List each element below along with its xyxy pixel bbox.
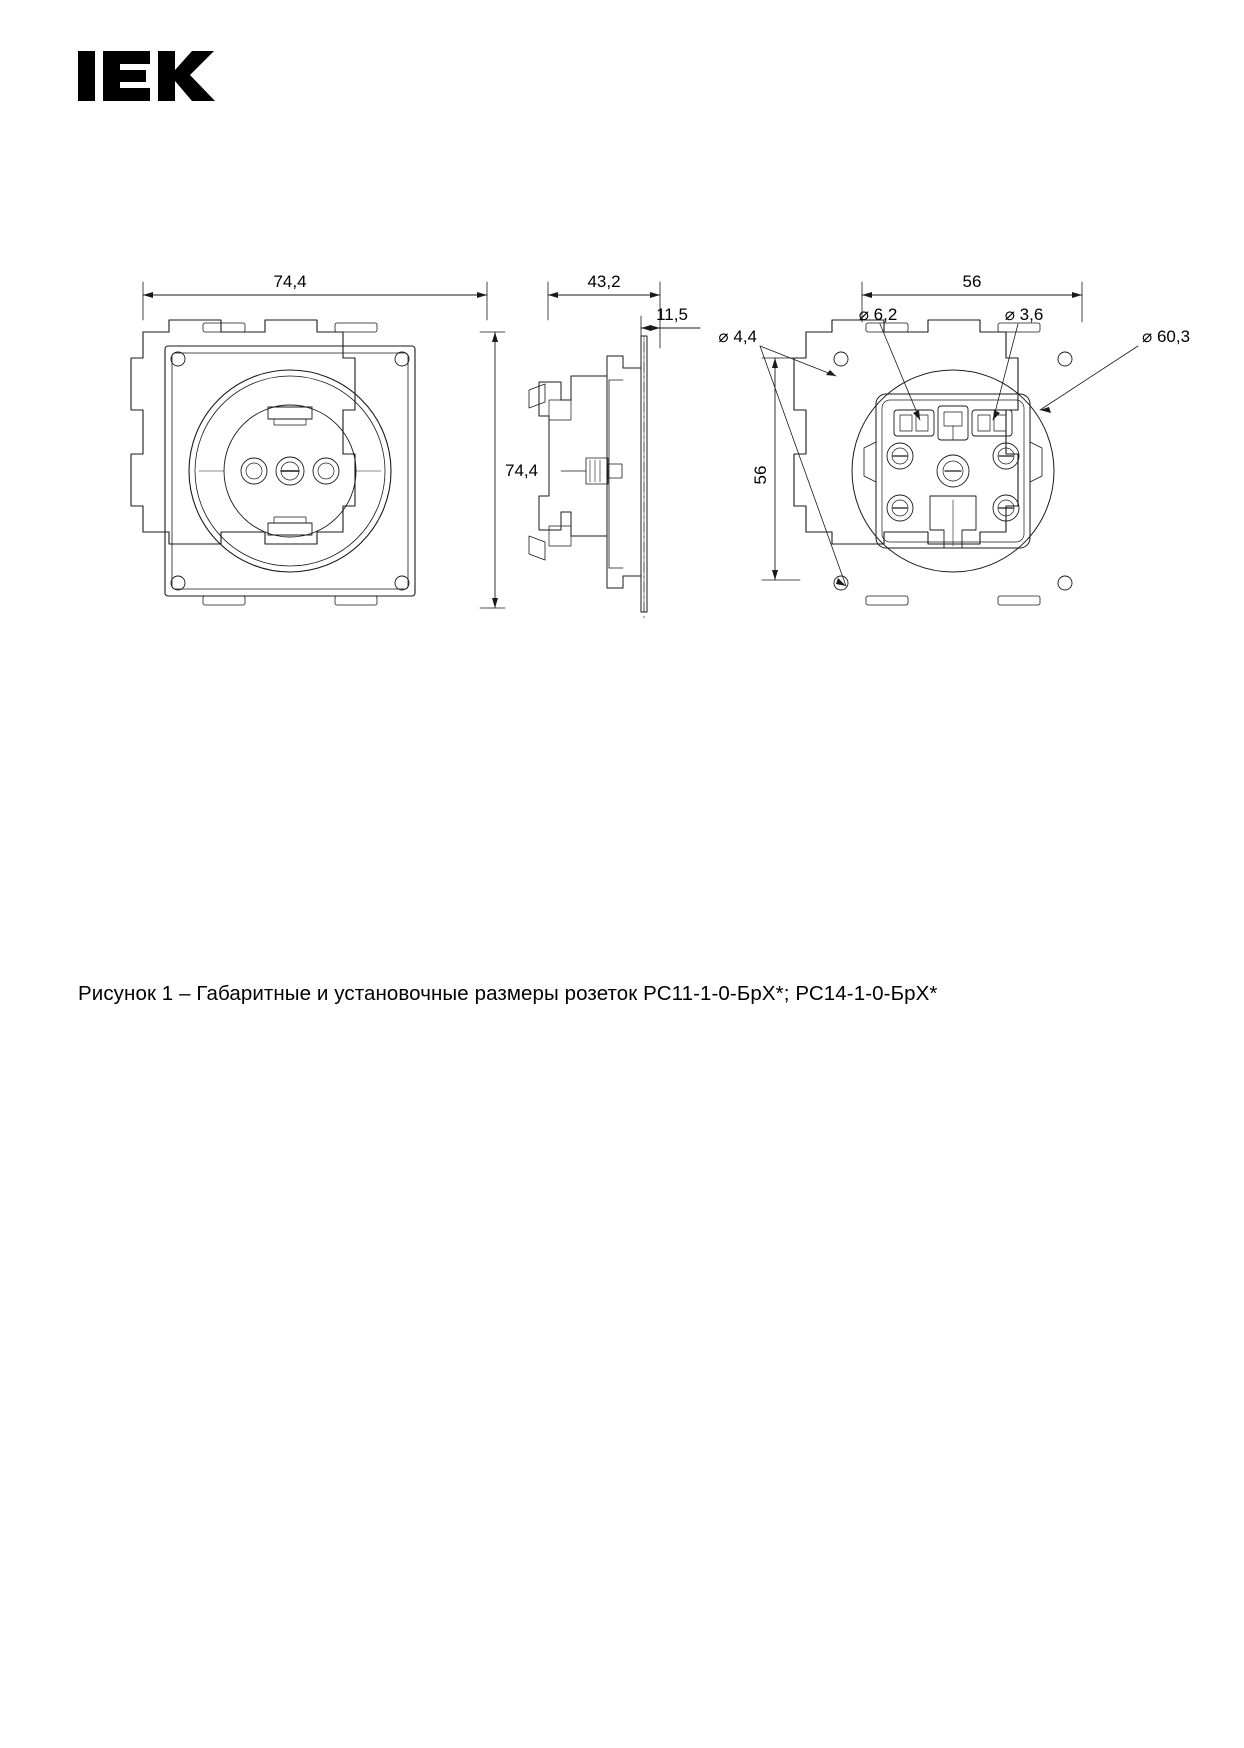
svg-text:⌀ 6,2: ⌀ 6,2	[858, 305, 898, 324]
side-view	[529, 272, 700, 618]
svg-text:43,2: 43,2	[587, 272, 621, 291]
svg-text:56: 56	[962, 272, 982, 291]
svg-text:⌀ 3,6: ⌀ 3,6	[1004, 305, 1044, 324]
front-view	[131, 272, 538, 608]
figure-caption: Рисунок 1 – Габаритные и установочные размеры розеток РС11-1-0-БрХ*; РС14-1-0-БрХ*	[78, 982, 938, 1005]
svg-text:11,5: 11,5	[656, 305, 688, 324]
svg-text:74,4: 74,4	[273, 272, 307, 291]
svg-text:⌀ 60,3: ⌀ 60,3	[1142, 327, 1191, 346]
svg-text:56: 56	[751, 465, 770, 485]
technical-drawing	[0, 250, 1244, 650]
svg-text:⌀ 4,4: ⌀ 4,4	[718, 327, 757, 346]
rear-view	[718, 272, 1190, 605]
svg-text:74,4: 74,4	[505, 461, 539, 480]
iek-logo	[78, 45, 218, 107]
